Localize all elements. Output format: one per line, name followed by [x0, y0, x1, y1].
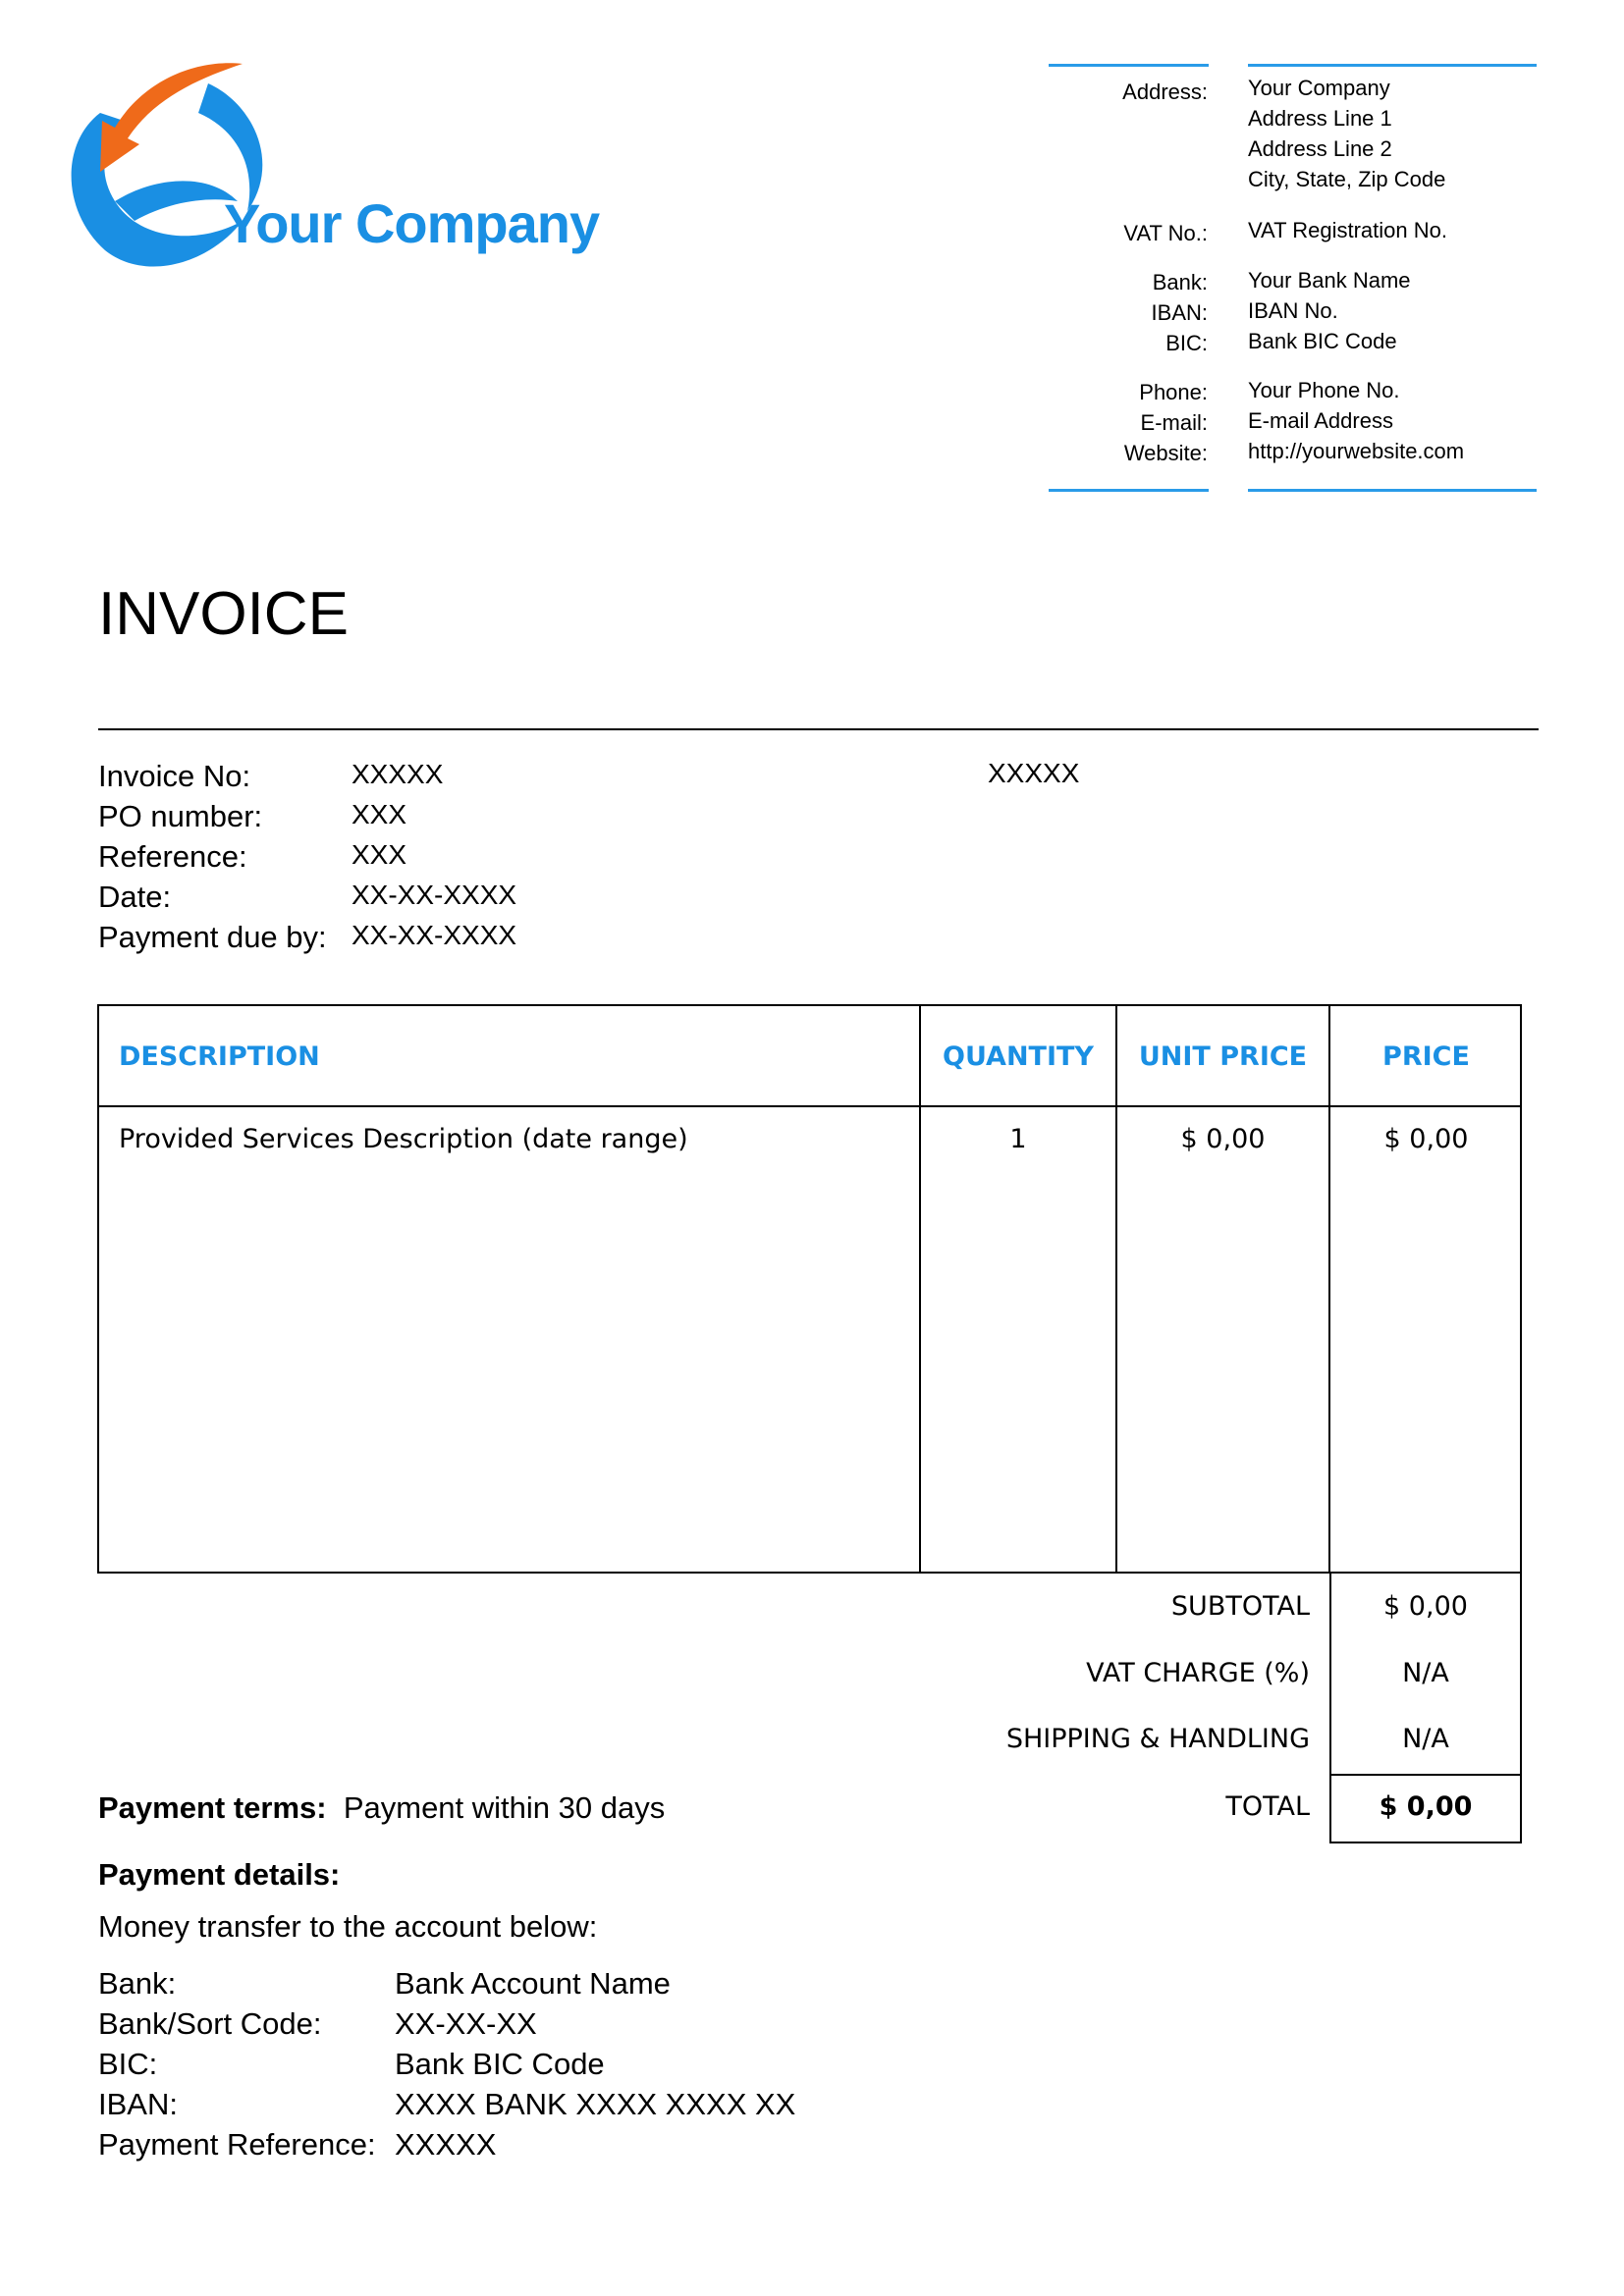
reference-value: XXX: [352, 839, 407, 870]
date-value: XX-XX-XXXX: [352, 880, 517, 910]
info-bottom-rule-left: [1049, 489, 1209, 492]
pay-sort-code-label: Bank/Sort Code:: [98, 2006, 322, 2041]
bank-label: Bank:: [1152, 270, 1208, 294]
address-line: Address Line 2: [1248, 136, 1392, 161]
column-header-description: DESCRIPTION: [119, 1041, 320, 1072]
table-header-divider: [99, 1105, 1520, 1107]
payment-details-heading: Payment details:: [98, 1857, 341, 1892]
company-logo: [61, 54, 611, 280]
row-quantity: 1: [1009, 1124, 1027, 1154]
total-bottom-border: [1329, 1842, 1522, 1843]
table-column-divider: [1115, 1006, 1117, 1572]
bank-value: Your Bank Name: [1248, 268, 1411, 293]
title-divider: [98, 728, 1539, 730]
payment-values: [395, 1963, 795, 2164]
email-value: E-mail Address: [1248, 408, 1393, 433]
row-unit-price: $ 0,00: [1180, 1124, 1266, 1154]
reference-label: Reference:: [98, 839, 247, 874]
website-label: Website:: [1123, 441, 1208, 465]
phone-value: Your Phone No.: [1248, 378, 1400, 402]
invoice-no-label: Invoice No:: [98, 759, 251, 793]
company-logo-text: Your Company: [224, 192, 600, 254]
row-price: $ 0,00: [1383, 1124, 1469, 1154]
page-title: INVOICE: [98, 580, 349, 648]
address-value-group: [1248, 73, 1562, 194]
payment-terms-label: Payment terms:: [98, 1790, 327, 1825]
shipping-label: SHIPPING & HANDLING: [1005, 1724, 1310, 1754]
client-placeholder: XXXXX: [988, 758, 1080, 788]
vat-label: VAT No.:: [1123, 221, 1208, 245]
vat-charge-value: N/A: [1402, 1658, 1449, 1688]
subtotal-value: $ 0,00: [1383, 1591, 1468, 1622]
pay-bank-label: Bank:: [98, 1966, 177, 2001]
pay-sort-code-value: XX-XX-XX: [395, 2006, 537, 2041]
po-number-label: PO number:: [98, 799, 263, 833]
address-label-group: [1011, 77, 1208, 107]
info-bottom-rule-right: [1248, 489, 1537, 492]
bank-value-group: [1248, 265, 1562, 356]
info-top-rule-left: [1049, 64, 1209, 67]
iban-label: IBAN:: [1151, 300, 1208, 325]
address-line: City, State, Zip Code: [1248, 167, 1446, 191]
bic-value: Bank BIC Code: [1248, 329, 1397, 353]
row-description: Provided Services Description (date range): [119, 1124, 688, 1154]
pay-bank-value: Bank Account Name: [395, 1966, 671, 2001]
pay-reference-value: XXXXX: [395, 2127, 497, 2162]
vat-label-group: [1011, 218, 1208, 248]
pay-bic-label: BIC:: [98, 2047, 158, 2081]
payment-due-value: XX-XX-XXXX: [352, 920, 517, 950]
subtotal-label: SUBTOTAL: [1170, 1591, 1310, 1622]
pay-reference-label: Payment Reference:: [98, 2127, 376, 2162]
website-value: http://yourwebsite.com: [1248, 439, 1465, 463]
address-line: Address Line 1: [1248, 106, 1392, 131]
column-header-price: PRICE: [1382, 1041, 1470, 1072]
address-label: Address:: [1122, 80, 1208, 104]
pay-iban-value: XXXX BANK XXXX XXXX XX: [395, 2087, 796, 2121]
total-label: TOTAL: [1225, 1791, 1310, 1822]
shipping-value: N/A: [1402, 1724, 1449, 1754]
invoice-meta-values: [352, 754, 516, 955]
payment-terms-value: Payment within 30 days: [343, 1790, 666, 1825]
payment-labels: [98, 1963, 376, 2164]
total-value: $ 0,00: [1379, 1791, 1473, 1822]
info-top-rule-right: [1248, 64, 1537, 67]
vat-value: VAT Registration No.: [1248, 218, 1447, 242]
items-table: [97, 1004, 1522, 1574]
po-number-value: XXX: [352, 799, 407, 829]
email-label: E-mail:: [1140, 410, 1208, 435]
payment-intro: Money transfer to the account below:: [98, 1909, 598, 1944]
payment-terms: [98, 1790, 665, 1826]
total-top-border: [1329, 1774, 1522, 1776]
pay-bic-value: Bank BIC Code: [395, 2047, 605, 2081]
contact-value-group: [1248, 375, 1562, 466]
column-header-unit-price: UNIT PRICE: [1138, 1041, 1308, 1072]
table-column-divider: [919, 1006, 921, 1572]
iban-value: IBAN No.: [1248, 298, 1338, 323]
column-header-quantity: QUANTITY: [943, 1041, 1094, 1072]
invoice-meta-labels: [98, 756, 327, 957]
payment-due-label: Payment due by:: [98, 920, 327, 954]
invoice-no-value: XXXXX: [352, 759, 444, 789]
pay-iban-label: IBAN:: [98, 2087, 178, 2121]
bank-label-group: [1011, 267, 1208, 358]
contact-label-group: [1011, 377, 1208, 468]
bic-label: BIC:: [1165, 331, 1208, 355]
date-label: Date:: [98, 880, 172, 914]
phone-label: Phone:: [1139, 380, 1208, 404]
address-line: Your Company: [1248, 76, 1390, 100]
vat-charge-label: VAT CHARGE (%): [1086, 1658, 1310, 1688]
table-column-divider: [1328, 1006, 1330, 1572]
vat-value-group: [1248, 215, 1562, 245]
